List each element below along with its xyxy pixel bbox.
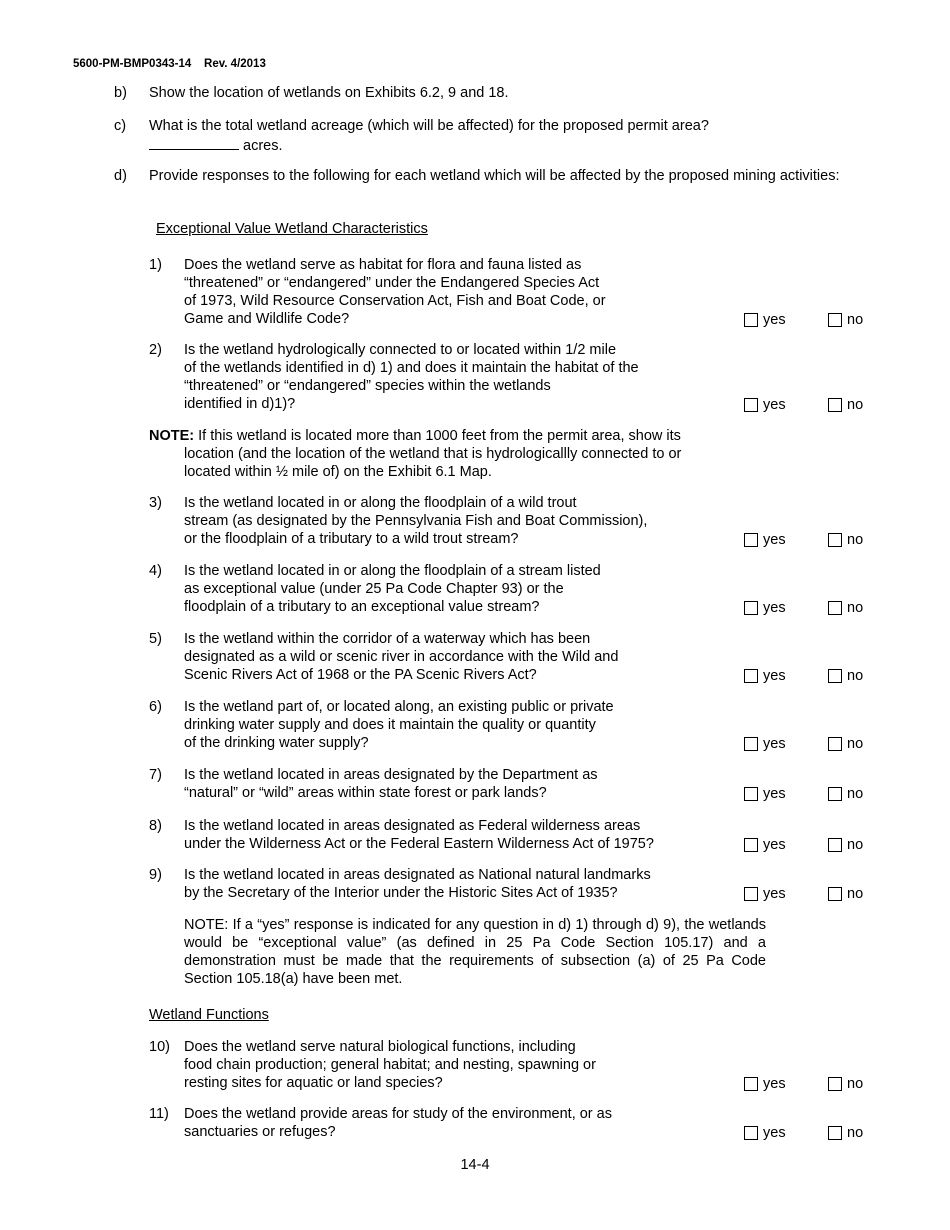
checkbox-label: yes: [763, 532, 786, 548]
question-9-no-checkbox[interactable]: [828, 887, 842, 901]
question-5-line: Scenic Rivers Act of 1968 or the PA Scenic Rivers Act?: [184, 667, 537, 683]
note-1-line-2: location (and the location of the wetland that is hydrologicallly connected to or: [184, 446, 682, 462]
section-functions-heading: Wetland Functions: [149, 1007, 269, 1023]
question-6-no-checkbox[interactable]: [828, 737, 842, 751]
question-2-number: 2): [149, 342, 162, 358]
page-number: 14-4: [460, 1157, 490, 1173]
question-1-yes-checkbox[interactable]: [744, 313, 758, 327]
question-7-line: Is the wetland located in areas designated by the Department as: [184, 767, 598, 783]
question-3-line: or the floodplain of a tributary to a wild trout stream?: [184, 531, 519, 547]
question-6-yes-checkbox[interactable]: [744, 737, 758, 751]
question-8-no-option[interactable]: [828, 836, 863, 854]
question-11-no-option[interactable]: [828, 1124, 863, 1142]
question-1-no-checkbox[interactable]: [828, 313, 842, 327]
question-11-number: 11): [149, 1106, 169, 1122]
question-6-text: [184, 698, 729, 752]
question-2-yes-option[interactable]: [744, 396, 786, 414]
question-9-line: by the Secretary of the Interior under the Historic Sites Act of 1935?: [184, 885, 618, 901]
checkbox-label: yes: [763, 397, 786, 413]
checkbox-label: no: [847, 312, 864, 328]
question-7-no-checkbox[interactable]: [828, 787, 842, 801]
question-10-number: 10): [149, 1039, 170, 1055]
question-2-text: [184, 341, 729, 413]
checkbox-label: yes: [763, 736, 786, 752]
question-6-line: drinking water supply and does it maintain the quality or quantity: [184, 717, 596, 733]
question-1-line: of 1973, Wild Resource Conservation Act, Fish and Boat Code, or: [184, 293, 606, 309]
checkbox-label: yes: [763, 600, 786, 616]
form-header: [73, 55, 266, 73]
note-1: [149, 427, 749, 481]
checkbox-label: no: [847, 736, 864, 752]
question-6-number: 6): [149, 699, 162, 715]
question-8-number: 8): [149, 818, 162, 834]
question-3-no-option[interactable]: [828, 531, 863, 549]
checkbox-label: no: [847, 786, 864, 802]
question-7-yes-option[interactable]: [744, 785, 786, 803]
question-4-yes-checkbox[interactable]: [744, 601, 758, 615]
question-9-yes-option[interactable]: [744, 885, 786, 903]
question-6-no-option[interactable]: [828, 735, 863, 753]
question-8-yes-checkbox[interactable]: [744, 838, 758, 852]
question-8-no-checkbox[interactable]: [828, 838, 842, 852]
question-8-yes-option[interactable]: [744, 836, 786, 854]
checkbox-label: no: [847, 600, 864, 616]
question-11-yes-checkbox[interactable]: [744, 1126, 758, 1140]
acreage-unit: acres.: [243, 138, 283, 154]
question-1-yes-option[interactable]: [744, 311, 786, 329]
question-6-line: Is the wetland part of, or located along, an existing public or private: [184, 699, 614, 715]
question-2-yes-checkbox[interactable]: [744, 398, 758, 412]
question-1-line: Does the wetland serve as habitat for flora and fauna listed as: [184, 257, 582, 273]
question-7-no-option[interactable]: [828, 785, 863, 803]
question-6-yes-option[interactable]: [744, 735, 786, 753]
question-4-line: as exceptional value (under 25 Pa Code Chapter 93) or the: [184, 581, 564, 597]
checkbox-label: no: [847, 837, 864, 853]
question-5-line: Is the wetland within the corridor of a waterway which has been: [184, 631, 591, 647]
question-5-number: 5): [149, 631, 162, 647]
question-7-yes-checkbox[interactable]: [744, 787, 758, 801]
question-3-text: [184, 494, 729, 548]
question-4-yes-option[interactable]: [744, 599, 786, 617]
question-3-no-checkbox[interactable]: [828, 533, 842, 547]
checkbox-label: no: [847, 1076, 864, 1092]
question-2-line: “threatened” or “endangered” species within the wetlands: [184, 378, 551, 394]
question-3-line: stream (as designated by the Pennsylvania Fish and Boat Commission),: [184, 513, 648, 529]
checkbox-label: yes: [763, 837, 786, 853]
question-7-number: 7): [149, 767, 162, 783]
checkbox-label: no: [847, 886, 864, 902]
question-4-line: floodplain of a tributary to an exceptional value stream?: [184, 599, 540, 615]
question-4-number: 4): [149, 563, 162, 579]
checkbox-label: yes: [763, 668, 786, 684]
question-10-no-checkbox[interactable]: [828, 1077, 842, 1091]
question-11-text: [184, 1105, 729, 1141]
question-9-line: Is the wetland located in areas designated as National natural landmarks: [184, 867, 651, 883]
question-9-text: [184, 866, 729, 902]
question-10-line: Does the wetland serve natural biological functions, including: [184, 1039, 576, 1055]
revision: Rev. 4/2013: [204, 58, 266, 70]
checkbox-label: no: [847, 668, 864, 684]
question-8-text: [184, 817, 729, 853]
checkbox-label: yes: [763, 886, 786, 902]
question-10-text: [184, 1038, 729, 1092]
item-b-label: b): [114, 85, 127, 101]
question-7-text: [184, 766, 729, 802]
question-5-no-checkbox[interactable]: [828, 669, 842, 683]
question-9-yes-checkbox[interactable]: [744, 887, 758, 901]
question-9-number: 9): [149, 867, 162, 883]
question-7-line: “natural” or “wild” areas within state forest or park lands?: [184, 785, 547, 801]
question-4-no-option[interactable]: [828, 599, 863, 617]
checkbox-label: no: [847, 532, 864, 548]
item-b-text: Show the location of wetlands on Exhibits 6.2, 9 and 18.: [149, 85, 509, 101]
item-d-label: d): [114, 168, 127, 184]
question-8-line: under the Wilderness Act or the Federal Eastern Wilderness Act of 1975?: [184, 836, 654, 852]
question-5-no-option[interactable]: [828, 667, 863, 685]
question-3-line: Is the wetland located in or along the floodplain of a wild trout: [184, 495, 577, 511]
question-4-no-checkbox[interactable]: [828, 601, 842, 615]
checkbox-label: yes: [763, 1125, 786, 1141]
question-4-line: Is the wetland located in or along the floodplain of a stream listed: [184, 563, 601, 579]
question-1-line: Game and Wildlife Code?: [184, 311, 350, 327]
question-1-text: [184, 256, 729, 328]
checkbox-label: no: [847, 397, 864, 413]
section-exceptional-heading: Exceptional Value Wetland Characteristics: [156, 221, 428, 237]
question-6-line: of the drinking water supply?: [184, 735, 369, 751]
question-5-line: designated as a wild or scenic river in accordance with the Wild and: [184, 649, 619, 665]
item-d-text: Provide responses to the following for each wetland which will be affected by the proposed mining activities:: [149, 168, 840, 184]
question-3-number: 3): [149, 495, 162, 511]
question-2-line: Is the wetland hydrologically connected to or located within 1/2 mile: [184, 342, 617, 358]
question-2-line: identified in d)1)?: [184, 396, 296, 412]
question-5-text: [184, 630, 729, 684]
question-10-line: food chain production; general habitat; and nesting, spawning or: [184, 1057, 596, 1073]
item-c-text: What is the total wetland acreage (which will be affected) for the proposed permit area?: [149, 118, 709, 134]
question-1-number: 1): [149, 257, 162, 273]
item-c-block: [149, 117, 869, 155]
question-8-line: Is the wetland located in areas designated as Federal wilderness areas: [184, 818, 641, 834]
acreage-input[interactable]: [149, 135, 239, 150]
checkbox-label: yes: [763, 312, 786, 328]
checkbox-label: no: [847, 1125, 864, 1141]
question-11-line: Does the wetland provide areas for study of the environment, or as: [184, 1106, 612, 1122]
question-4-text: [184, 562, 729, 616]
question-1-line: “threatened” or “endangered” under the Endangered Species Act: [184, 275, 600, 291]
question-9-no-option[interactable]: [828, 885, 863, 903]
question-10-yes-checkbox[interactable]: [744, 1077, 758, 1091]
question-3-yes-checkbox[interactable]: [744, 533, 758, 547]
question-10-yes-option[interactable]: [744, 1075, 786, 1093]
question-11-yes-option[interactable]: [744, 1124, 786, 1142]
checkbox-label: yes: [763, 786, 786, 802]
question-2-no-checkbox[interactable]: [828, 398, 842, 412]
note-1-line-1: If this wetland is located more than 1000 feet from the permit area, show its: [198, 428, 681, 444]
question-5-yes-option[interactable]: [744, 667, 786, 685]
note-1-label: NOTE:: [149, 428, 195, 444]
note-1-line-3: located within ½ mile of) on the Exhibit 6.1 Map.: [184, 464, 492, 480]
question-1-no-option[interactable]: [828, 311, 863, 329]
question-10-no-option[interactable]: [828, 1075, 863, 1093]
question-3-yes-option[interactable]: [744, 531, 786, 549]
checkbox-label: yes: [763, 1076, 786, 1092]
question-2-line: of the wetlands identified in d) 1) and does it maintain the habitat of the: [184, 360, 639, 376]
form-id: 5600-PM-BMP0343-14: [73, 58, 192, 70]
note-2: NOTE: If a “yes” response is indicated for any question in d) 1) through d) 9), the wetlands would be “exceptional value” (as defined in 25 Pa Code Section 105.17) and a demonstration must be made that the requirements of subsection (a) of 25 Pa Code Section 105.18(a) have been met.: [184, 917, 766, 987]
item-c-label: c): [114, 118, 127, 134]
question-10-line: resting sites for aquatic or land species?: [184, 1075, 443, 1091]
question-11-line: sanctuaries or refuges?: [184, 1124, 336, 1140]
question-2-no-option[interactable]: [828, 396, 863, 414]
question-5-yes-checkbox[interactable]: [744, 669, 758, 683]
question-11-no-checkbox[interactable]: [828, 1126, 842, 1140]
